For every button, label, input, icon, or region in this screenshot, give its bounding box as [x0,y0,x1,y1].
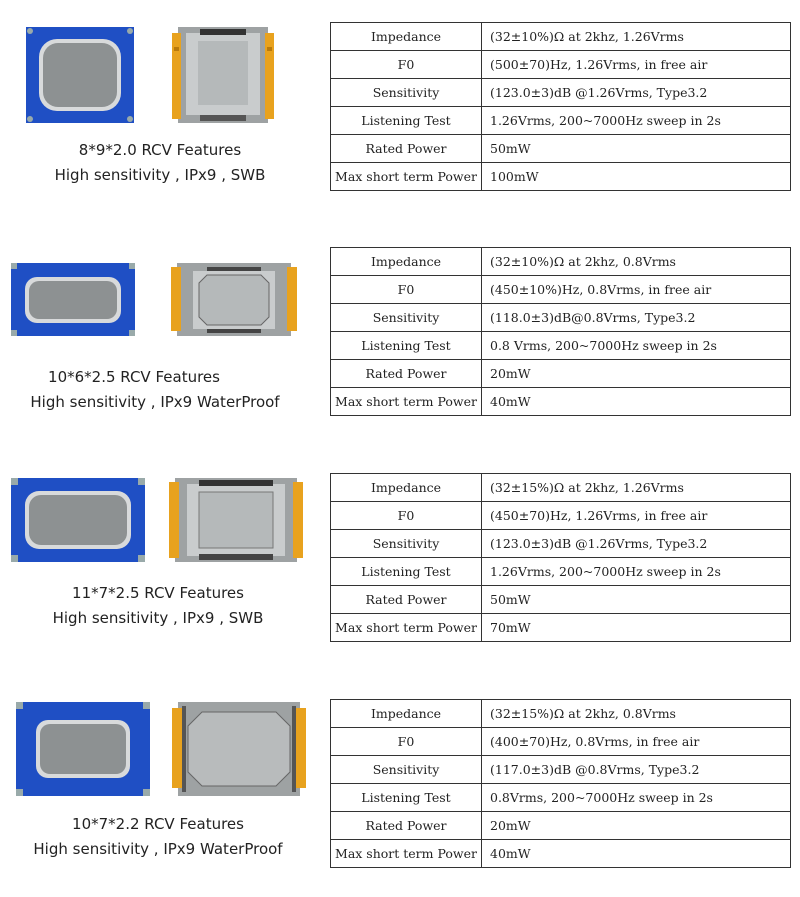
spec-param: Impedance [331,23,482,51]
table-row [331,23,791,51]
product-block-4 [0,677,800,897]
table-row [331,388,791,416]
spec-param: Rated Power [331,812,482,840]
spec-param: Max short term Power [331,840,482,868]
receiver-back-image [171,263,297,336]
table-row [331,840,791,868]
product-caption [28,812,288,862]
spec-value: 20mW [482,360,791,388]
spec-value: (123.0±3)dB @1.26Vrms, Type3.2 [482,79,791,107]
product-title: 10*6*2.5 RCV Features [48,368,220,386]
table-row [331,756,791,784]
spec-value: (117.0±3)dB @0.8Vrms, Type3.2 [482,756,791,784]
table-row [331,248,791,276]
spec-value: (123.0±3)dB @1.26Vrms, Type3.2 [482,530,791,558]
spec-value: 40mW [482,388,791,416]
spec-value: (450±70)Hz, 1.26Vrms, in free air [482,502,791,530]
spec-param: Impedance [331,248,482,276]
spec-value: 1.26Vrms, 200~7000Hz sweep in 2s [482,558,791,586]
product-block-2 [0,225,800,445]
table-row [331,332,791,360]
table-row [331,304,791,332]
product-block-3 [0,451,800,671]
spec-param: Sensitivity [331,530,482,558]
table-row [331,530,791,558]
product-title: 10*7*2.2 RCV Features [72,815,244,833]
product-block-1 [0,0,800,220]
table-row [331,79,791,107]
product-features: High sensitivity , IPx9 , SWB [52,609,264,627]
spec-value: 50mW [482,135,791,163]
spec-param: F0 [331,728,482,756]
table-row [331,163,791,191]
spec-param: Sensitivity [331,79,482,107]
table-row [331,135,791,163]
spec-param: Sensitivity [331,756,482,784]
receiver-front-image [26,27,134,123]
spec-param: F0 [331,276,482,304]
spec-param: Rated Power [331,135,482,163]
spec-value: 100mW [482,163,791,191]
spec-table [330,22,791,191]
spec-param: F0 [331,51,482,79]
product-title: 8*9*2.0 RCV Features [78,141,242,159]
table-row [331,586,791,614]
spec-param: Impedance [331,700,482,728]
receiver-front-image [16,702,150,796]
receiver-back-image [172,702,306,796]
spec-value: 40mW [482,840,791,868]
spec-param: Listening Test [331,558,482,586]
spec-param: Max short term Power [331,163,482,191]
spec-value: 0.8 Vrms, 200~7000Hz sweep in 2s [482,332,791,360]
spec-table [330,699,791,868]
product-caption [25,365,285,415]
spec-param: Sensitivity [331,304,482,332]
product-caption [40,138,280,188]
spec-value: (400±70)Hz, 0.8Vrms, in free air [482,728,791,756]
receiver-front-image [11,263,135,336]
spec-value: 70mW [482,614,791,642]
spec-value: 1.26Vrms, 200~7000Hz sweep in 2s [482,107,791,135]
table-row [331,812,791,840]
receiver-back-image [169,478,303,562]
table-row [331,700,791,728]
spec-value: (32±10%)Ω at 2khz, 1.26Vrms [482,23,791,51]
table-row [331,784,791,812]
spec-param: Max short term Power [331,388,482,416]
spec-param: Max short term Power [331,614,482,642]
spec-value: (32±10%)Ω at 2khz, 0.8Vrms [482,248,791,276]
receiver-front-image [11,478,145,562]
table-row [331,360,791,388]
product-features: High sensitivity , IPx9 WaterProof [30,393,280,411]
spec-value: (500±70)Hz, 1.26Vrms, in free air [482,51,791,79]
spec-param: Impedance [331,474,482,502]
product-features: High sensitivity , IPx9 WaterProof [33,840,283,858]
product-caption [38,581,278,631]
spec-param: Rated Power [331,360,482,388]
table-row [331,51,791,79]
spec-value: 50mW [482,586,791,614]
spec-value: (32±15%)Ω at 2khz, 0.8Vrms [482,700,791,728]
spec-value: (118.0±3)dB@0.8Vrms, Type3.2 [482,304,791,332]
spec-param: Listening Test [331,332,482,360]
spec-value: 0.8Vrms, 200~7000Hz sweep in 2s [482,784,791,812]
spec-table [330,247,791,416]
spec-value: (32±15%)Ω at 2khz, 1.26Vrms [482,474,791,502]
table-row [331,276,791,304]
table-row [331,728,791,756]
product-features: High sensitivity , IPx9 , SWB [54,166,266,184]
table-row [331,502,791,530]
spec-param: Listening Test [331,107,482,135]
receiver-back-image [170,27,276,123]
spec-table [330,473,791,642]
table-row [331,107,791,135]
spec-param: Rated Power [331,586,482,614]
spec-param: F0 [331,502,482,530]
table-row [331,614,791,642]
spec-value: (450±10%)Hz, 0.8Vrms, in free air [482,276,791,304]
spec-param: Listening Test [331,784,482,812]
product-title: 11*7*2.5 RCV Features [72,584,244,602]
table-row [331,558,791,586]
spec-value: 20mW [482,812,791,840]
table-row [331,474,791,502]
